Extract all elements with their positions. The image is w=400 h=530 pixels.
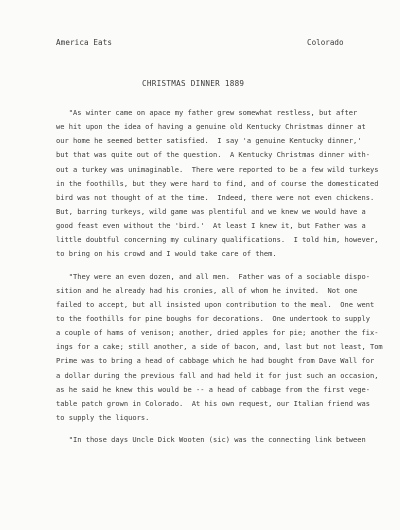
text-line: a dollar during the previous fall and had held it for just such an occasion, [56, 370, 379, 380]
text-line: we hit upon the idea of having a genuine old Kentucky Christmas dinner at [56, 122, 366, 132]
document-title: CHRISTMAS DINNER 1889 [142, 79, 245, 88]
text-line: "In those days Uncle Dick Wooten (sic) was the connecting link between [56, 435, 366, 445]
text-line: to bring on his crowd and I would take care of them. [56, 249, 277, 259]
text-line: failed to accept, but all insisted upon contribution to the meal. One went [56, 299, 375, 309]
text-line: sition and he already had his cronies, all of whom he invited. Not one [56, 285, 358, 295]
text-line: in the foothills, but they were hard to find, and of course the domesticated [56, 178, 379, 188]
paragraph [56, 106, 379, 262]
text-line: bird was not thought of at the time. Indeed, there were not even chickens. [56, 192, 375, 202]
text-line: but that was quite out of the question. A Kentucky Christmas dinner with- [56, 150, 370, 160]
document-body [56, 106, 383, 447]
text-line: to the foothills for pine boughs for decorations. One undertook to supply [56, 313, 370, 323]
text-line: "As winter came on apace my father grew somewhat restless, but after [56, 108, 358, 117]
text-line: out a turkey was unimaginable. There were reported to be a few wild turkeys [56, 164, 379, 174]
paragraph [56, 270, 383, 426]
text-line: Prime was to bring a head of cabbage which he had bought from Dave Wall for [56, 356, 375, 366]
text-line: ings for a cake; still another, a side of bacon, and, last but not least, Tom [56, 342, 383, 352]
text-line: our home he seemed better satisfied. I say 'a genuine Kentucky dinner,' [56, 136, 362, 146]
text-line: table patch grown in Colorado. At his own request, our Italian friend was [56, 398, 370, 408]
text-line: good feast even without the 'bird.' At least I knew it, but Father was a [56, 221, 366, 231]
text-line: little doubtful concerning my culinary qualifications. I told him, however, [56, 235, 379, 245]
paragraph [56, 433, 376, 447]
header-collection-name: America Eats [56, 38, 113, 47]
text-line: "They were an even dozen, and all men. Father was of a sociable dispo- [56, 271, 370, 281]
text-line: as he said he knew this would be -- a head of cabbage from the first vege- [56, 384, 370, 394]
text-line: to supply the liquors. [56, 412, 150, 422]
text-line: But, barring turkeys, wild game was plentiful and we knew we would have a [56, 206, 366, 216]
paragraph-gap [56, 425, 376, 433]
header-state-name: Colorado [307, 38, 344, 47]
paragraph-gap [56, 262, 376, 270]
text-line: a couple of hams of venison; another, dried apples for pie; another the fix- [56, 328, 379, 338]
